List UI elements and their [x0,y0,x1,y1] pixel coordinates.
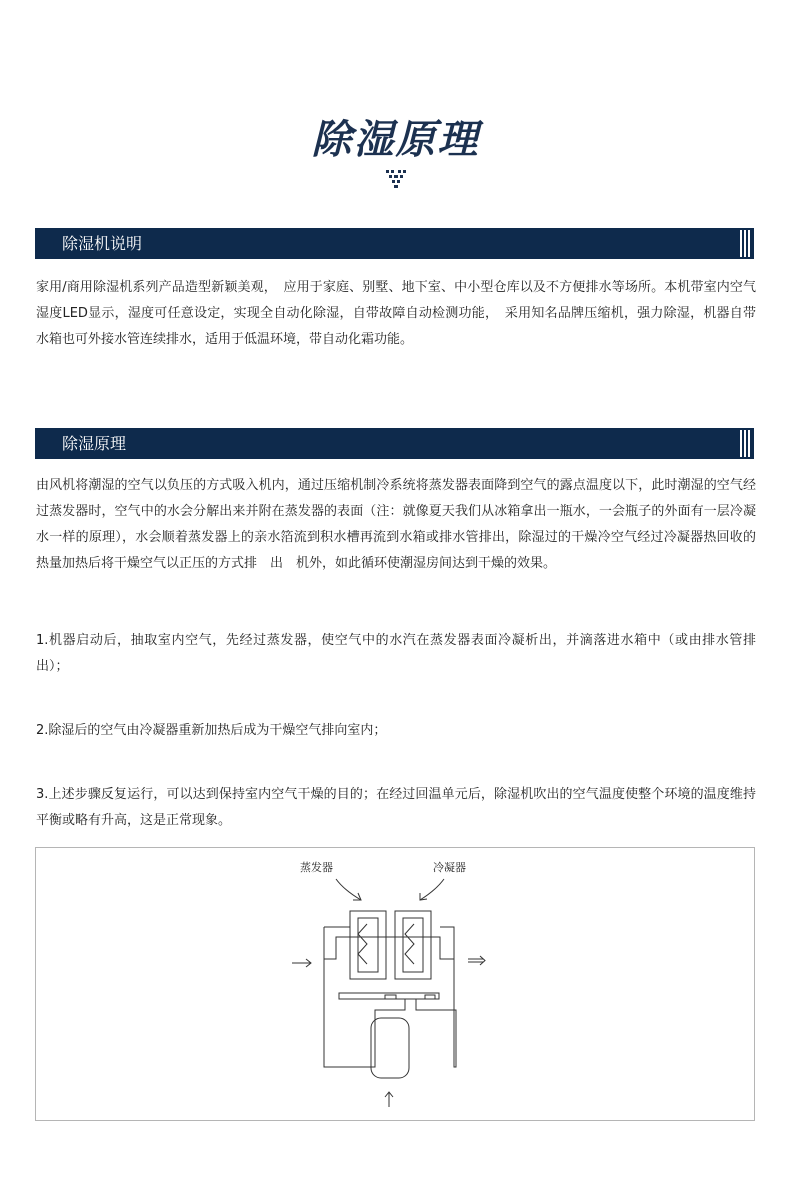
stripes-decoration [738,428,752,459]
inlet-arrow-icon [292,959,311,967]
bottom-inlet-arrow-icon [385,1092,393,1107]
step-3-paragraph: 3.上述步骤反复运行，可以达到保持室内空气干燥的目的；在经过回温单元后，除湿机吹出的空气温度使整个环境的温度维持平衡或略有升高，这是正常现象。 [36,787,756,828]
principle-paragraph: 由风机将潮湿的空气以负压的方式吸入机内，通过压缩机制冷系统将蒸发器表面降到空气的露点温度以下，此时潮湿的空气经过蒸发器时，空气中的水会分解出来并附在蒸发器的表面（注：就像夏天我们从冰箱拿出一瓶水，一会瓶子的外面有一层冷凝水一样的原理），水会顺着蒸发器上的亲水箔流到积水槽再流到水箱或排水管排出，除湿过的干燥冷空气经过冷凝器热回收的热量加热后将干燥空气以正压的方式排 出 机外，如此循环使潮湿房间达到干燥的效果。 [36,478,756,571]
description-paragraph: 家用/商用除湿机系列产品造型新颖美观， 应用于家庭、别墅、地下室、中小型仓库以及不方便排水等场所。本机带室内空气湿度LED显示，湿度可任意设定，实现全自动化除湿，自带故障自动检测功能， 采用知名品牌压缩机，强力除湿，机器自带水箱也可外接水管连续排水，适用于低温环境，带自动化霜功能。 [36,280,756,347]
page-title: 除湿原理 [311,117,480,163]
drip-tray [339,993,439,999]
section-heading: 除湿机说明 [62,234,143,253]
stripes-decoration [738,228,752,259]
evaporator-label: 蒸发器 [300,861,333,874]
section-heading: 除湿原理 [62,434,127,453]
section-header-principle [35,428,754,459]
step-1-paragraph: 1.机器启动后，抽取室内空气，先经过蒸发器，使空气中的水汽在蒸发器表面冷凝析出，并滴落进水箱中（或由排水管排出）； [36,633,756,674]
airflow-path [324,937,454,959]
chevron-down-icon [384,168,408,192]
evaporator-pointer-arrow [336,879,361,900]
condenser-label: 冷凝器 [433,861,466,874]
step-2-paragraph: 2.除湿后的空气由冷凝器重新加热后成为干燥空气排向室内； [36,723,387,738]
condenser-unit [395,911,431,979]
section-header-dehumidifier-description [35,228,754,259]
evaporator-unit [350,911,386,979]
dehumidifier-diagram [35,847,755,1121]
outlet-arrow-icon [468,956,485,965]
housing-outline [324,927,456,1067]
condenser-pointer-arrow [420,879,444,900]
compressor [371,1018,409,1078]
